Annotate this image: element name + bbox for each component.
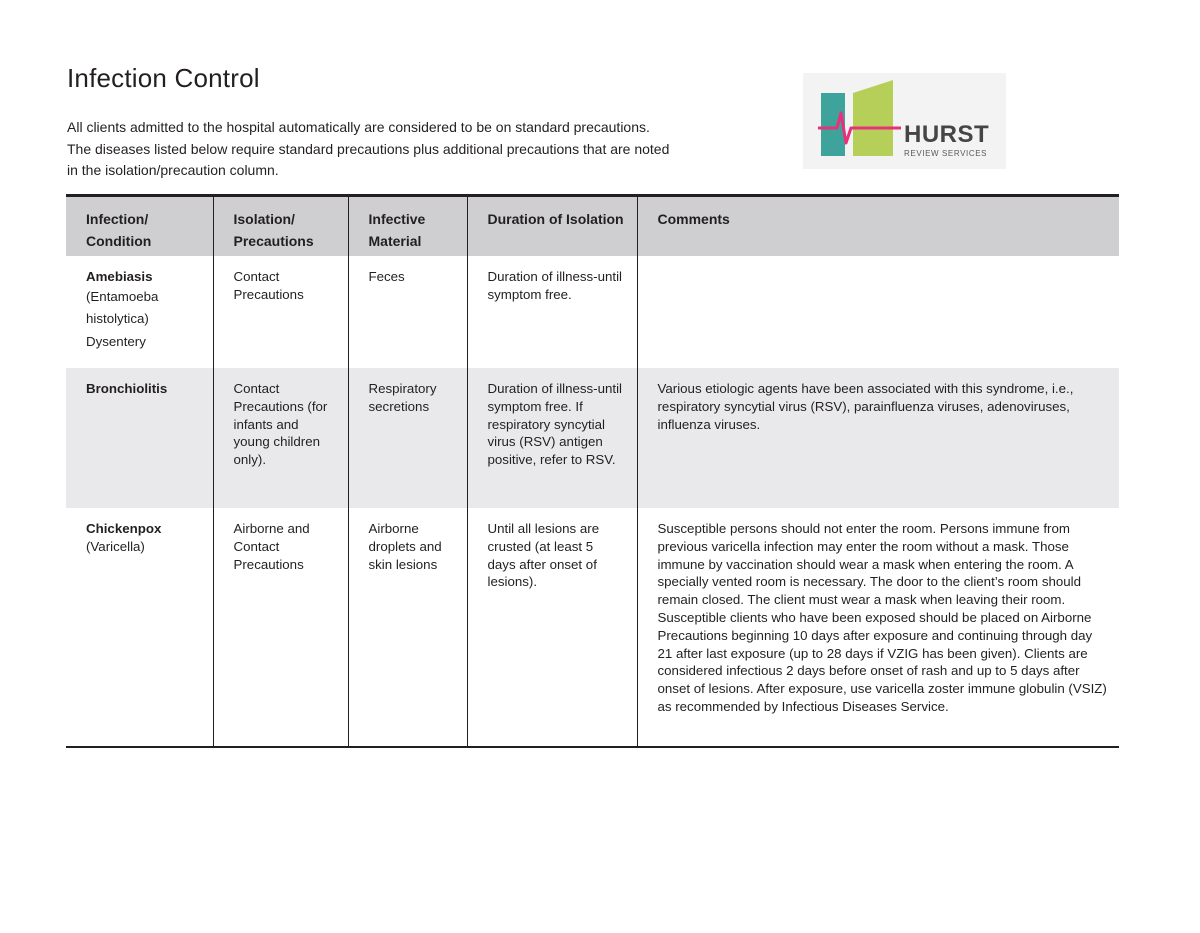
duration-cell: Duration of illness-until symptom free. If respiratory syncytial virus (RSV) antigen positive, refer to RSV. <box>467 368 637 508</box>
infection-table <box>66 194 1119 748</box>
header-material: Infective Material <box>348 196 467 257</box>
material-cell: Respiratory secretions <box>348 368 467 508</box>
header-precautions: Isolation/ Precautions <box>213 196 348 257</box>
header-duration: Duration of Isolation <box>467 196 637 257</box>
table-header-row <box>66 196 1119 257</box>
condition-cell <box>66 508 213 747</box>
condition-note: (Entamoeba histolytica) Dysentery <box>86 288 159 349</box>
material-cell: Airborne droplets and skin lesions <box>348 508 467 747</box>
intro-line: The diseases listed below require standard precautions plus additional precautions that are noted <box>67 140 670 157</box>
precautions-cell: Contact Precautions <box>213 256 348 368</box>
hurst-logo <box>803 73 1006 169</box>
condition-cell <box>66 368 213 508</box>
intro-text <box>67 117 747 182</box>
heartbeat-logo-icon <box>803 73 903 169</box>
condition-name: Amebiasis <box>86 269 153 284</box>
intro-line: All clients admitted to the hospital automatically are considered to be on standard precautions. <box>67 119 650 135</box>
condition-cell <box>66 256 213 368</box>
material-cell: Feces <box>348 256 467 368</box>
condition-name: Chickenpox <box>86 521 162 536</box>
precautions-cell: Contact Precautions (for infants and young children only). <box>213 368 348 508</box>
header-condition: Infection/ Condition <box>66 196 213 257</box>
intro-line: in the isolation/precaution column. <box>67 162 279 178</box>
condition-note: (Varicella) <box>86 538 145 554</box>
duration-cell: Until all lesions are crusted (at least 5 days after onset of lesions). <box>467 508 637 747</box>
condition-name: Bronchiolitis <box>86 381 168 396</box>
table-row <box>66 508 1119 747</box>
table-row <box>66 256 1119 368</box>
duration-cell: Duration of illness-until symptom free. <box>467 256 637 368</box>
comments-cell: Susceptible persons should not enter the room. Persons immune from previous varicella infection may enter the room without a mask. Those immune by vaccination should wear a mask when entering the room. A specially vented room is necessary. The door to the client’s room should remain closed. The client must wear a mask when leaving their room. Susceptible clients who have been exposed should be placed on Airborne Precautions beginning 10 days after exposure and continuing through day 21 after last exposure (up to 28 days if VZIG has been given). Clients are considered infectious 2 days before onset of rash and up to 5 days after onset of lesions. After exposure, use varicella zoster immune globulin (VSIZ) as recommended by Infectious Diseases Service. <box>637 508 1119 747</box>
logo-tagline: REVIEW SERVICES <box>904 149 988 158</box>
logo-name: HURST <box>904 121 990 148</box>
table-row <box>66 368 1119 508</box>
page-title: Infection Control <box>67 63 260 93</box>
comments-cell: Various etiologic agents have been associated with this syndrome, i.e., respiratory syncytial virus (RSV), parainfluenza viruses, adenoviruses, influenza viruses. <box>637 368 1119 508</box>
precautions-cell: Airborne and Contact Precautions <box>213 508 348 747</box>
comments-cell <box>637 256 1119 368</box>
header-comments: Comments <box>637 196 1119 257</box>
